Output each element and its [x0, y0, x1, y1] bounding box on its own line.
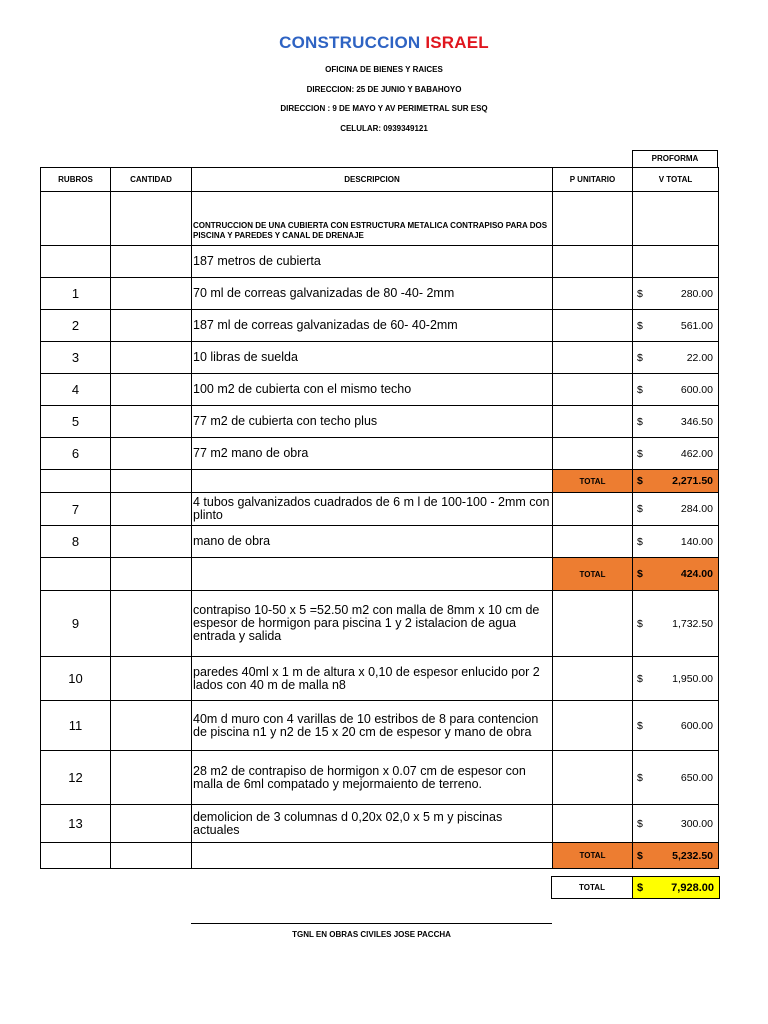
- item-number: 4: [41, 374, 111, 406]
- table-row: [41, 657, 719, 701]
- item-total: $ 1,732.50: [633, 591, 719, 657]
- item-description: mano de obra: [192, 526, 553, 558]
- col-v-total: V TOTAL: [633, 168, 719, 192]
- item-total: $ 280.00: [633, 278, 719, 310]
- grand-total-label: TOTAL: [552, 877, 633, 899]
- item-number: 2: [41, 310, 111, 342]
- item-quantity: [111, 526, 192, 558]
- title-construccion: CONSTRUCCION: [279, 33, 421, 52]
- subtotal-label: TOTAL: [553, 843, 633, 869]
- table-row: [41, 701, 719, 751]
- item-description: 100 m2 de cubierta con el mismo techo: [192, 374, 553, 406]
- subtotal-row-1: [41, 470, 719, 493]
- item-quantity: [111, 406, 192, 438]
- item-quantity: [111, 751, 192, 805]
- item-unit-price: [553, 591, 633, 657]
- item-total: $ 140.00: [633, 526, 719, 558]
- subtotal-value: $ 5,232.50: [633, 843, 719, 869]
- item-unit-price: [553, 406, 633, 438]
- item-unit-price: [553, 751, 633, 805]
- table-row: [41, 310, 719, 342]
- item-unit-price: [553, 493, 633, 526]
- item-description: paredes 40ml x 1 m de altura x 0,10 de espesor enlucido por 2 lados con 40 m de malla n8: [192, 657, 553, 701]
- item-total: $ 600.00: [633, 701, 719, 751]
- item-description: 187 ml de correas galvanizadas de 60- 40-2mm: [192, 310, 553, 342]
- item-unit-price: [553, 657, 633, 701]
- item-total: $ 600.00: [633, 374, 719, 406]
- item-quantity: [111, 805, 192, 843]
- item-description: 77 m2 mano de obra: [192, 438, 553, 470]
- signature-line: [191, 923, 552, 924]
- subtotal-row-3: [41, 843, 719, 869]
- item-number: 1: [41, 278, 111, 310]
- item-number: 11: [41, 701, 111, 751]
- table-row: [41, 526, 719, 558]
- table-row: [41, 278, 719, 310]
- item-quantity: [111, 278, 192, 310]
- phone-line: CELULAR: 0939349121: [340, 124, 428, 133]
- item-unit-price: [553, 310, 633, 342]
- table-row: [41, 805, 719, 843]
- subtotal-row-2: [41, 558, 719, 591]
- item-total: $ 1,950.00: [633, 657, 719, 701]
- item-total: $ 22.00: [633, 342, 719, 374]
- item-description: demolicion de 3 columnas d 0,20x 02,0 x 5 m y piscinas actuales: [192, 805, 553, 843]
- item-description: 10 libras de suelda: [192, 342, 553, 374]
- table-row: [41, 438, 719, 470]
- intro-subtitle-row: [41, 246, 719, 278]
- item-description: 40m d muro con 4 varillas de 10 estribos de 8 para contencion de piscina n1 y n2 de 15 x 20 cm de espesor y mano de obra: [192, 701, 553, 751]
- item-total: $ 300.00: [633, 805, 719, 843]
- table-header-row: [41, 168, 719, 192]
- item-quantity: [111, 374, 192, 406]
- item-total: $ 346.50: [633, 406, 719, 438]
- item-quantity: [111, 701, 192, 751]
- address-line-2: DIRECCION : 9 DE MAYO Y AV PERIMETRAL SUR ESQ: [280, 104, 488, 113]
- item-description: 4 tubos galvanizados cuadrados de 6 m l de 100-100 - 2mm con plinto: [192, 493, 553, 526]
- item-description: 70 ml de correas galvanizadas de 80 -40- 2mm: [192, 278, 553, 310]
- office-line: OFICINA DE BIENES Y RAICES: [325, 65, 443, 74]
- item-unit-price: [553, 374, 633, 406]
- item-unit-price: [553, 438, 633, 470]
- item-quantity: [111, 438, 192, 470]
- item-unit-price: [553, 701, 633, 751]
- table-row: [41, 751, 719, 805]
- proforma-label: PROFORMA: [632, 150, 718, 167]
- item-quantity: [111, 342, 192, 374]
- item-total: $ 650.00: [633, 751, 719, 805]
- subtotal-value: $ 424.00: [633, 558, 719, 591]
- item-number: 3: [41, 342, 111, 374]
- col-p-unitario: P UNITARIO: [553, 168, 633, 192]
- item-quantity: [111, 591, 192, 657]
- item-number: 7: [41, 493, 111, 526]
- signature-text: TGNL EN OBRAS CIVILES JOSE PACCHA: [292, 930, 451, 939]
- address-line-1: DIRECCION: 25 DE JUNIO Y BABAHOYO: [306, 85, 462, 94]
- item-number: 9: [41, 591, 111, 657]
- item-description: contrapiso 10-50 x 5 =52.50 m2 con malla de 8mm x 10 cm de espesor de hormigon para piscina 1 y 2 istalacion de agua entrada y salida: [192, 591, 553, 657]
- col-rubros: RUBROS: [41, 168, 111, 192]
- item-total: $ 462.00: [633, 438, 719, 470]
- quote-table: [40, 167, 719, 869]
- item-quantity: [111, 493, 192, 526]
- grand-total-value: $ 7,928.00: [633, 877, 720, 899]
- item-number: 8: [41, 526, 111, 558]
- col-cantidad: CANTIDAD: [111, 168, 192, 192]
- item-description: 77 m2 de cubierta con techo plus: [192, 406, 553, 438]
- item-unit-price: [553, 805, 633, 843]
- item-quantity: [111, 310, 192, 342]
- project-subtitle: 187 metros de cubierta: [192, 246, 553, 278]
- item-unit-price: [553, 342, 633, 374]
- table-row: [41, 591, 719, 657]
- grand-total: [551, 876, 720, 899]
- item-description: 28 m2 de contrapiso de hormigon x 0.07 cm de espesor con malla de 6ml compatado y mejormaiento de terreno.: [192, 751, 553, 805]
- project-description: CONTRUCCION DE UNA CUBIERTA CON ESTRUCTURA METALICA CONTRAPISO PARA DOS PISCINA Y PAREDES Y CANAL DE DRENAJE: [192, 192, 553, 246]
- item-quantity: [111, 657, 192, 701]
- subtotal-label: TOTAL: [553, 558, 633, 591]
- table-row: [41, 493, 719, 526]
- item-total: $ 561.00: [633, 310, 719, 342]
- subtotal-label: TOTAL: [553, 470, 633, 493]
- table-row: [41, 406, 719, 438]
- table-row: [41, 374, 719, 406]
- item-number: 13: [41, 805, 111, 843]
- item-unit-price: [553, 526, 633, 558]
- item-total: $ 284.00: [633, 493, 719, 526]
- table-row: [41, 342, 719, 374]
- item-number: 12: [41, 751, 111, 805]
- col-descripcion: DESCRIPCION: [192, 168, 553, 192]
- intro-row: [41, 192, 719, 246]
- company-title: [0, 33, 768, 53]
- item-number: 10: [41, 657, 111, 701]
- subtotal-value: $ 2,271.50: [633, 470, 719, 493]
- title-israel: ISRAEL: [425, 33, 489, 52]
- item-number: 5: [41, 406, 111, 438]
- item-unit-price: [553, 278, 633, 310]
- item-number: 6: [41, 438, 111, 470]
